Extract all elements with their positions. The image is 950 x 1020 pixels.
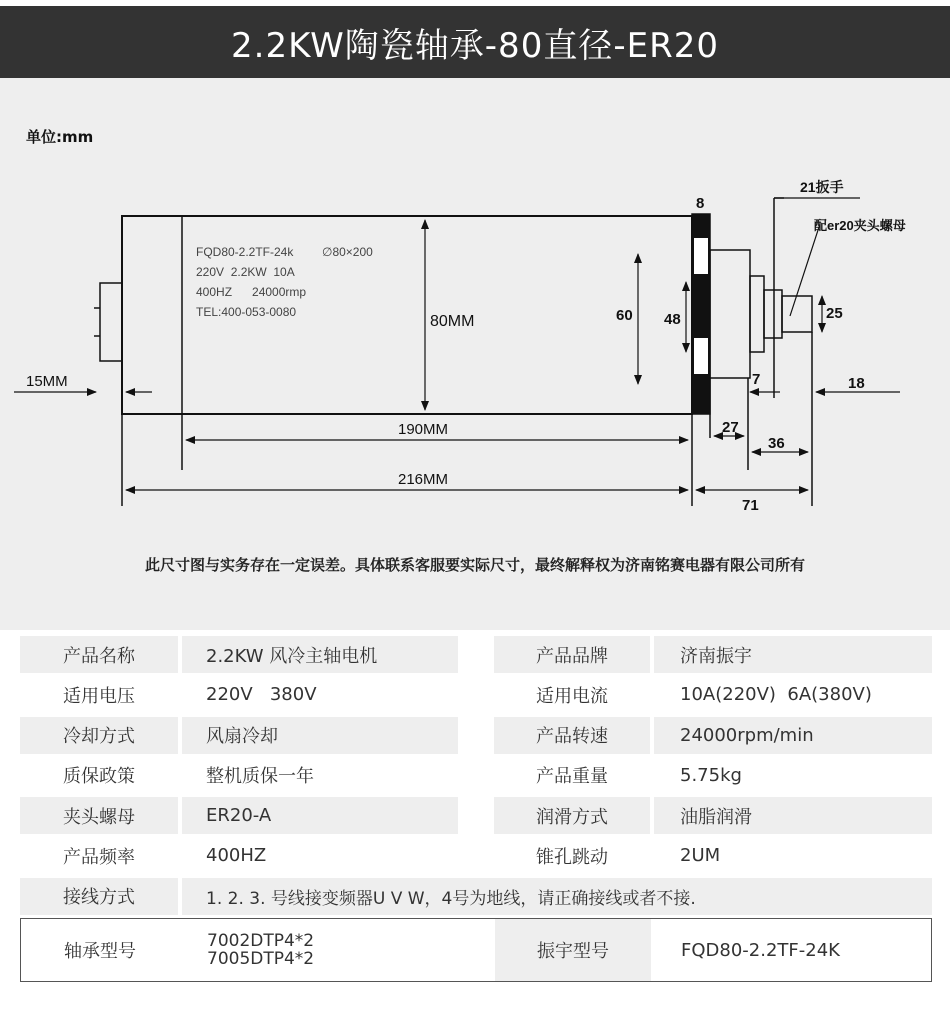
dim-71: 71 [742, 497, 759, 514]
nut-label: 配er20夹头螺母 [814, 218, 906, 233]
spec-value: 油脂润滑 [654, 797, 932, 834]
table-row-wiring [20, 878, 932, 918]
spec-key: 产品转速 [494, 717, 650, 754]
nose-housing [710, 250, 750, 378]
dim-8: 8 [696, 195, 705, 212]
table-row [20, 797, 932, 837]
spec-table [20, 636, 932, 982]
dim-18: 18 [848, 375, 865, 392]
spec-value: ER20-A [182, 797, 458, 834]
spec-key: 轴承型号 [64, 941, 136, 963]
table-row [20, 636, 932, 676]
table-row [20, 837, 932, 877]
bearing-model-2: 7005DTP4*2 [207, 949, 315, 970]
spec-key: 夹头螺母 [20, 797, 178, 834]
dim-36: 36 [768, 435, 785, 452]
spec-key: 产品名称 [20, 636, 178, 673]
spec-value: 220V 380V [206, 684, 317, 706]
spec-value: 风扇冷却 [182, 717, 458, 754]
nameplate-line3: 400HZ 24000rmp [196, 285, 307, 299]
table-row [20, 676, 932, 716]
table-row [20, 757, 932, 797]
spec-key: 润滑方式 [494, 797, 650, 834]
table-row [20, 717, 932, 757]
dim-190mm: 190MM [398, 421, 449, 438]
nose-step [750, 276, 764, 352]
spec-value: 2.2KW 风冷主轴电机 [182, 636, 458, 673]
spec-key: 适用电流 [536, 685, 608, 707]
nameplate-line1: FQD80-2.2TF-24k [196, 245, 294, 259]
spec-value: 1. 2. 3. 号线接变频器U V W，4号为地线，请正确接线或者不接. [182, 878, 932, 915]
spec-key: 质保政策 [63, 766, 135, 788]
spec-value: 整机质保一年 [206, 766, 314, 788]
spec-key: 产品品牌 [494, 636, 650, 673]
spec-key: 锥孔跳动 [536, 846, 608, 868]
rear-cap [100, 283, 122, 361]
spec-value: 5.75kg [680, 764, 742, 786]
spec-key: 产品频率 [63, 846, 135, 868]
shaft [764, 290, 782, 338]
unit-label: 单位:mm [26, 128, 94, 146]
dim-25: 25 [826, 305, 843, 322]
page-title: 2.2KW陶瓷轴承-80直径-ER20 [0, 6, 950, 78]
nameplate-diameter [322, 245, 373, 259]
nameplate-line4: TEL:400-053-0080 [196, 305, 297, 319]
dim-15mm: 15MM [26, 373, 68, 390]
spec-key: 适用电压 [63, 685, 135, 707]
disclaimer: 此尺寸图与实务存在一定误差。具体联系客服要实际尺寸，最终解释权为济南铭赛电器有限公司所有 [144, 556, 805, 574]
dim-60: 60 [616, 307, 633, 324]
bearing-model-1: 7002DTP4*2 [207, 931, 315, 952]
collet-nut [782, 296, 812, 332]
dimension-drawing [0, 78, 950, 630]
spec-key: 接线方式 [20, 878, 178, 915]
spec-value: 2UM [680, 845, 721, 867]
spec-value: 济南振宇 [654, 636, 932, 673]
dim-48: 48 [664, 311, 681, 328]
diameter-symbol-icon: ∅ [322, 245, 333, 259]
wrench-label: 21扳手 [800, 179, 844, 195]
spec-key: 冷却方式 [20, 717, 178, 754]
spec-value: 10A(220V) 6A(380V) [680, 684, 872, 706]
dim-27: 27 [722, 419, 739, 436]
spec-value: 24000rpm/min [654, 717, 932, 754]
dim-216mm: 216MM [398, 471, 449, 488]
spindle-drawing-svg [0, 78, 950, 630]
spec-value-bearing [183, 919, 459, 981]
spec-key: 产品重量 [536, 766, 608, 788]
nameplate-diameter-value: 80×200 [332, 245, 373, 259]
nameplate-line2: 220V 2.2KW 10A [196, 265, 295, 279]
table-row-bearing [20, 918, 932, 982]
dim-80mm: 80MM [430, 313, 475, 330]
spec-value: FQD80-2.2TF-24K [681, 939, 840, 961]
spec-value: 400HZ [206, 845, 267, 867]
dim-7: 7 [752, 371, 761, 388]
spec-key: 振宇型号 [495, 919, 651, 981]
